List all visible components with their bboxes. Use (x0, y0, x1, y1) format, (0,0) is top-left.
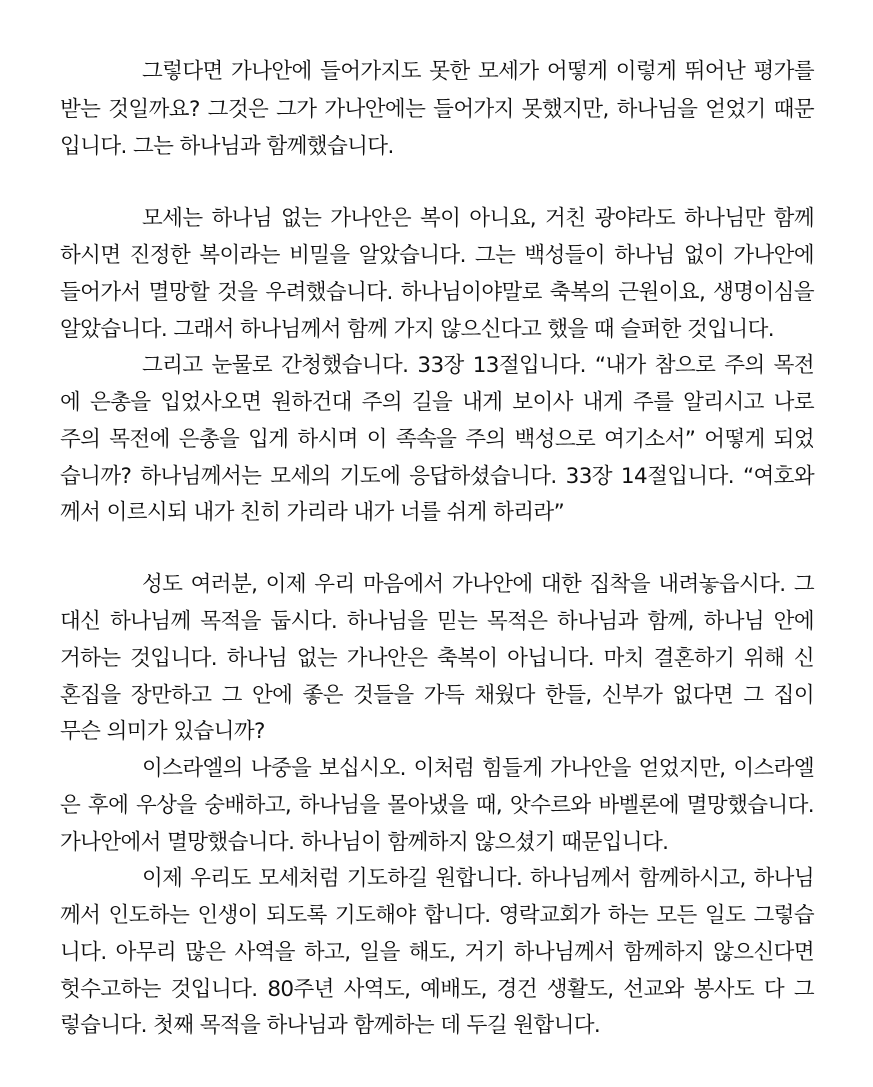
text-line: 렇습니다. 첫째 목적을 하나님과 함께하는 데 두길 원합니다. (60, 1013, 601, 1038)
text-line: 주의 목전에 은총을 입게 하시며 이 족속을 주의 백성으로 여기소서” 어떻게 되었 (60, 427, 814, 452)
text-line: 혼집을 장만하고 그 안에 좋은 것들을 가득 채웠다 한들, 신부가 없다면 그 집이 (60, 683, 814, 708)
text-line: 가나안에서 멸망했습니다. 하나님이 함께하지 않으셨기 때문입니다. (60, 830, 669, 855)
text-line: 니다. 아무리 많은 사역을 하고, 일을 해도, 거기 하나님께서 함께하지 않으신다면 (60, 940, 814, 965)
text-line: 들어가서 멸망할 것을 우려했습니다. 하나님이야말로 축복의 근원이요, 생명이심을 (60, 280, 814, 305)
text-line: 성도 여러분, 이제 우리 마음에서 가나안에 대한 집착을 내려놓읍시다. 그 (142, 572, 814, 597)
text-line: 에 은총을 입었사오면 원하건대 주의 길을 내게 보이사 내게 주를 알리시고 나로 (60, 390, 814, 415)
text-line: 알았습니다. 그래서 하나님께서 함께 가지 않으신다고 했을 때 슬퍼한 것입니다. (60, 317, 774, 342)
text-line: 이스라엘의 나중을 보십시오. 이처럼 힘들게 가나안을 얻었지만, 이스라엘 (142, 756, 814, 781)
text-line: 받는 것일까요? 그것은 그가 가나안에는 들어가지 못했지만, 하나님을 얻었기 때문 (60, 97, 814, 122)
text-line: 그리고 눈물로 간청했습니다. 33장 13절입니다. “내가 참으로 주의 목전 (142, 353, 814, 378)
text-line: 입니다. 그는 하나님과 함께했습니다. (60, 134, 394, 159)
text-line: 께서 인도하는 인생이 되도록 기도해야 합니다. 영락교회가 하는 모든 일도 그렇습 (60, 903, 814, 928)
text-line: 은 후에 우상을 숭배하고, 하나님을 몰아냈을 때, 앗수르와 바벨론에 멸망했습니다. (60, 793, 814, 818)
text-line: 이제 우리도 모세처럼 기도하길 원합니다. 하나님께서 함께하시고, 하나님 (142, 866, 814, 891)
text-line: 거하는 것입니다. 하나님 없는 가나안은 축복이 아닙니다. 마치 결혼하기 위해 신 (60, 646, 814, 671)
text-line: 무슨 의미가 있습니까? (60, 719, 265, 744)
text-line: 헛수고하는 것입니다. 80주년 사역도, 예배도, 경건 생활도, 선교와 봉사도 다 그 (60, 977, 814, 1002)
text-line: 께서 이르시되 내가 친히 가리라 내가 너를 쉬게 하리라” (60, 500, 565, 525)
text-line: 모세는 하나님 없는 가나안은 복이 아니요, 거친 광야라도 하나님만 함께 (142, 206, 814, 231)
text-line: 대신 하나님께 목적을 둡시다. 하나님을 믿는 목적은 하나님과 함께, 하나님 안에 (60, 609, 814, 634)
text-line: 하시면 진정한 복이라는 비밀을 알았습니다. 그는 백성들이 하나님 없이 가나안에 (60, 243, 814, 268)
text-line: 습니까? 하나님께서는 모세의 기도에 응답하셨습니다. 33장 14절입니다. “여호와 (60, 464, 814, 489)
text-line: 그렇다면 가나안에 들어가지도 못한 모세가 어떻게 이렇게 뛰어난 평가를 (142, 59, 814, 84)
